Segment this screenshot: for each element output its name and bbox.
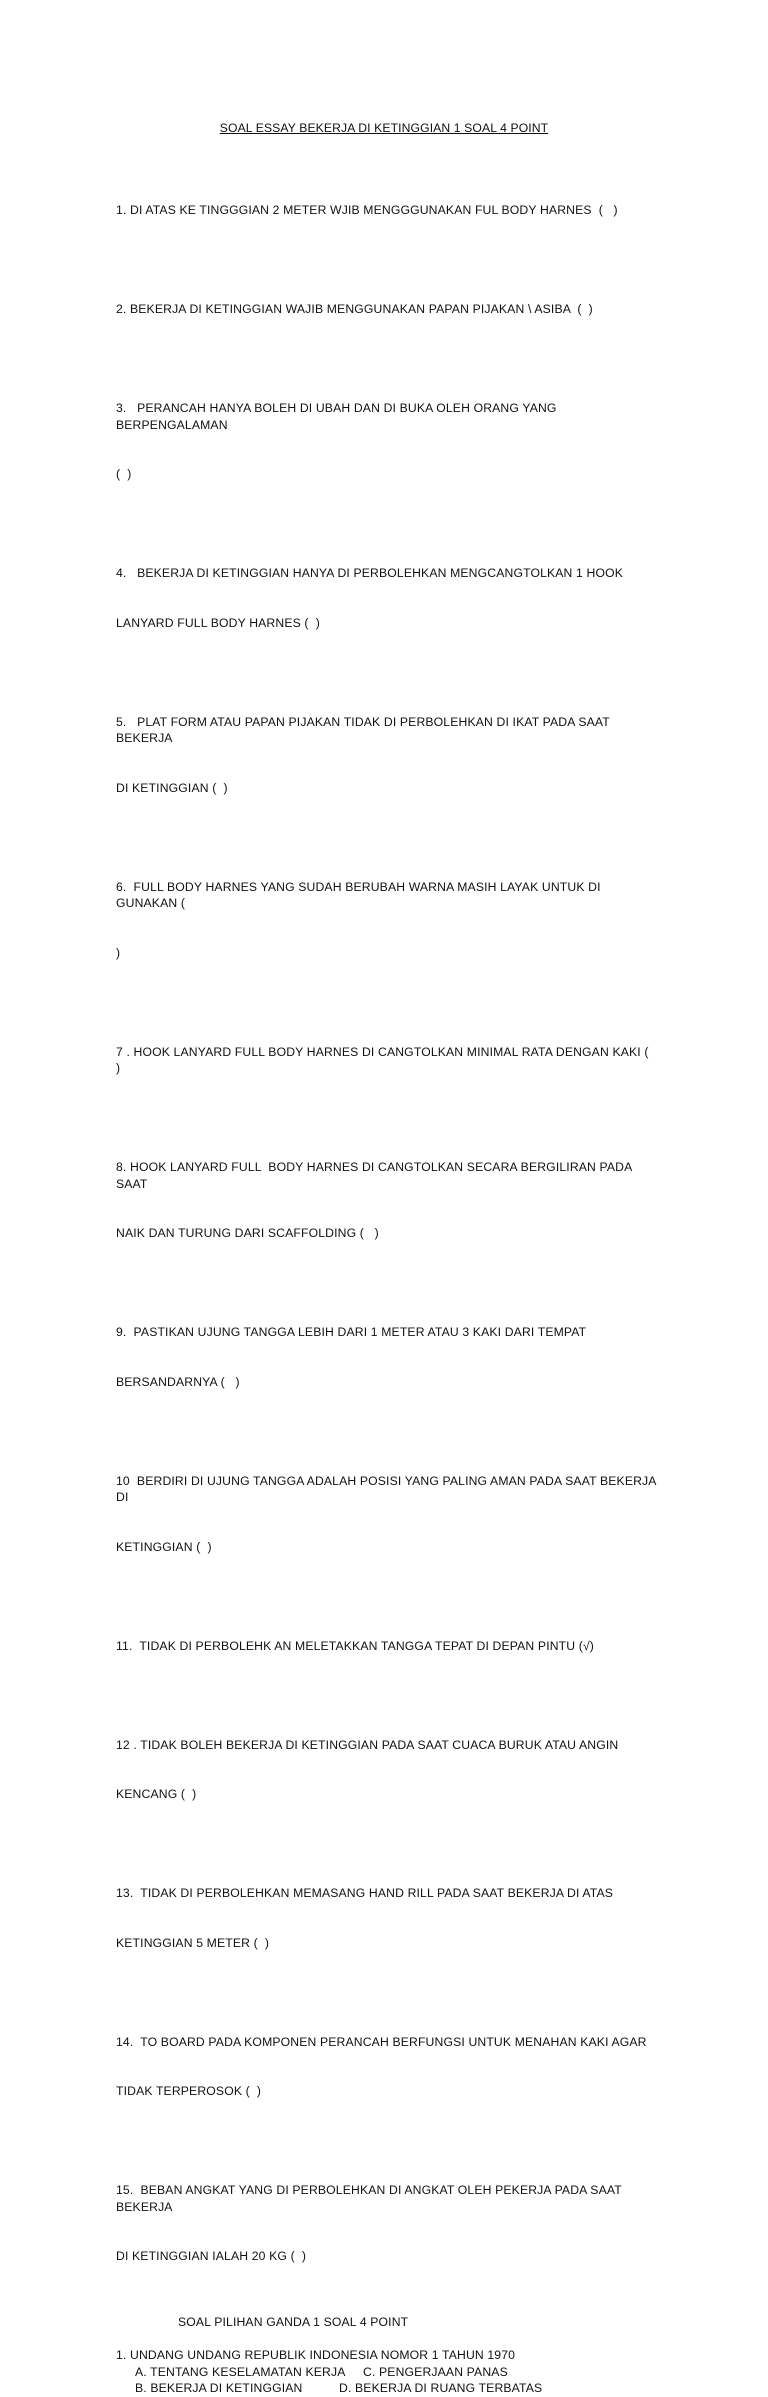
question-item (116, 1605, 656, 1688)
question-item (116, 681, 656, 830)
mc-option-a: A. TENTANG KESELAMATAN KERJA (135, 2364, 346, 2379)
question-line: ) (116, 945, 121, 960)
question-line: 8. HOOK LANYARD FULL BODY HARNES DI CANGTOLKAN SECARA BERGILIRAN PADA SAAT (116, 1160, 636, 1191)
question-list (116, 169, 660, 2397)
question-line: KETINGGIAN ( ) (116, 1539, 212, 1554)
question-line: 9. PASTIKAN UJUNG TANGGA LEBIH DARI 1 METER ATAU 3 KAKI DARI TEMPAT (116, 1325, 587, 1339)
question-line: KETINGGIAN 5 METER ( ) (116, 1935, 270, 1950)
question-line: TIDAK TERPEROSOK ( ) (116, 2084, 262, 2098)
question-item (116, 1704, 656, 1836)
question-line: BERSANDARNYA ( ) (116, 1374, 240, 1389)
question-line: KENCANG ( ) (116, 1787, 197, 1801)
mc-option-b: B. BEKERJA DI KETINGGIAN (135, 2381, 303, 2395)
question-line: 4. BEKERJA DI KETINGGIAN HANYA DI PERBOLEHKAN MENGCANGTOLKAN 1 HOOK (116, 566, 623, 580)
mc-option-d: D. BEKERJA DI RUANG TERBATAS (339, 2381, 543, 2395)
question-line: 14. TO BOARD PADA KOMPONEN PERANCAH BERFUNGSI UNTUK MENAHAN KAKI AGAR (116, 2034, 647, 2049)
question-line: 5. PLAT FORM ATAU PAPAN PIJAKAN TIDAK DI PERBOLEHKAN DI IKAT PADA SAAT BEKERJA (116, 714, 614, 745)
question-item (116, 2149, 656, 2298)
document-title: SOAL ESSAY BEKERJA DI KETINGGIAN 1 SOAL 4 POINT (219, 121, 549, 135)
question-line: 7 . HOOK LANYARD FULL BODY HARNES DI CANGTOLKAN MINIMAL RATA DENGAN KAKI ( ) (116, 1044, 656, 1075)
question-line: ( ) (116, 467, 132, 481)
question-line: 13. TIDAK DI PERBOLEHKAN MEMASANG HAND RILL PADA SAAT BEKERJA DI ATAS (116, 1886, 614, 1900)
question-item (116, 1126, 656, 1275)
question-line: 1. DI ATAS KE TINGGGIAN 2 METER WJIB MENGGGUNAKAN FUL BODY HARNES ( ) (116, 203, 618, 217)
question-line: DI KETINGGIAN IALAH 20 KG ( ) (116, 2249, 307, 2263)
question-line: NAIK DAN TURUNG DARI SCAFFOLDING ( ) (116, 1226, 379, 1240)
question-item (116, 846, 656, 995)
question-line: 11. TIDAK DI PERBOLEHK AN MELETAKKAN TANGGA TEPAT DI DEPAN PINTU (√) (116, 1638, 595, 1653)
question-line: DI KETINGGIAN ( ) (116, 780, 228, 795)
question-item (116, 1291, 656, 1423)
question-line: 15. BEBAN ANGKAT YANG DI PERBOLEHKAN DI ANGKAT OLEH PEKERJA PADA SAAT BEKERJA (116, 2183, 626, 2214)
question-item (116, 367, 656, 516)
mc-option-c: C. PENGERJAAN PANAS (363, 2364, 508, 2379)
question-item (116, 532, 656, 664)
question-line: LANYARD FULL BODY HARNES ( ) (116, 615, 320, 630)
mc-option-row (116, 2364, 656, 2381)
question-line: 12 . TIDAK BOLEH BEKERJA DI KETINGGIAN PADA SAAT CUACA BURUK ATAU ANGIN (116, 1737, 619, 1752)
question-item (116, 169, 656, 252)
mc-question-text: 1. UNDANG UNDANG REPUBLIK INDONESIA NOMOR 1 TAHUN 1970 (116, 2348, 516, 2362)
question-line: 10 BERDIRI DI UJUNG TANGGA ADALAH POSISI YANG PALING AMAN PADA SAAT BEKERJA DI (116, 1473, 660, 1504)
question-item (116, 2001, 656, 2133)
question-item (116, 1440, 660, 1589)
question-line: 6. FULL BODY HARNES YANG SUDAH BERUBAH WARNA MASIH LAYAK UNTUK DI GUNAKAN ( (116, 879, 605, 910)
question-item (116, 1852, 656, 1984)
question-line: 3. PERANCAH HANYA BOLEH DI UBAH DAN DI BUKA OLEH ORANG YANG BERPENGALAMAN (116, 401, 561, 432)
question-line: 2. BEKERJA DI KETINGGIAN WAJIB MENGGUNAKAN PAPAN PIJAKAN \ ASIBA ( ) (116, 302, 593, 316)
multiple-choice-heading: SOAL PILIHAN GANDA 1 SOAL 4 POINT (178, 2315, 409, 2329)
question-item (116, 1011, 656, 1110)
mc-option-row (116, 2380, 656, 2397)
question-item (116, 268, 656, 351)
